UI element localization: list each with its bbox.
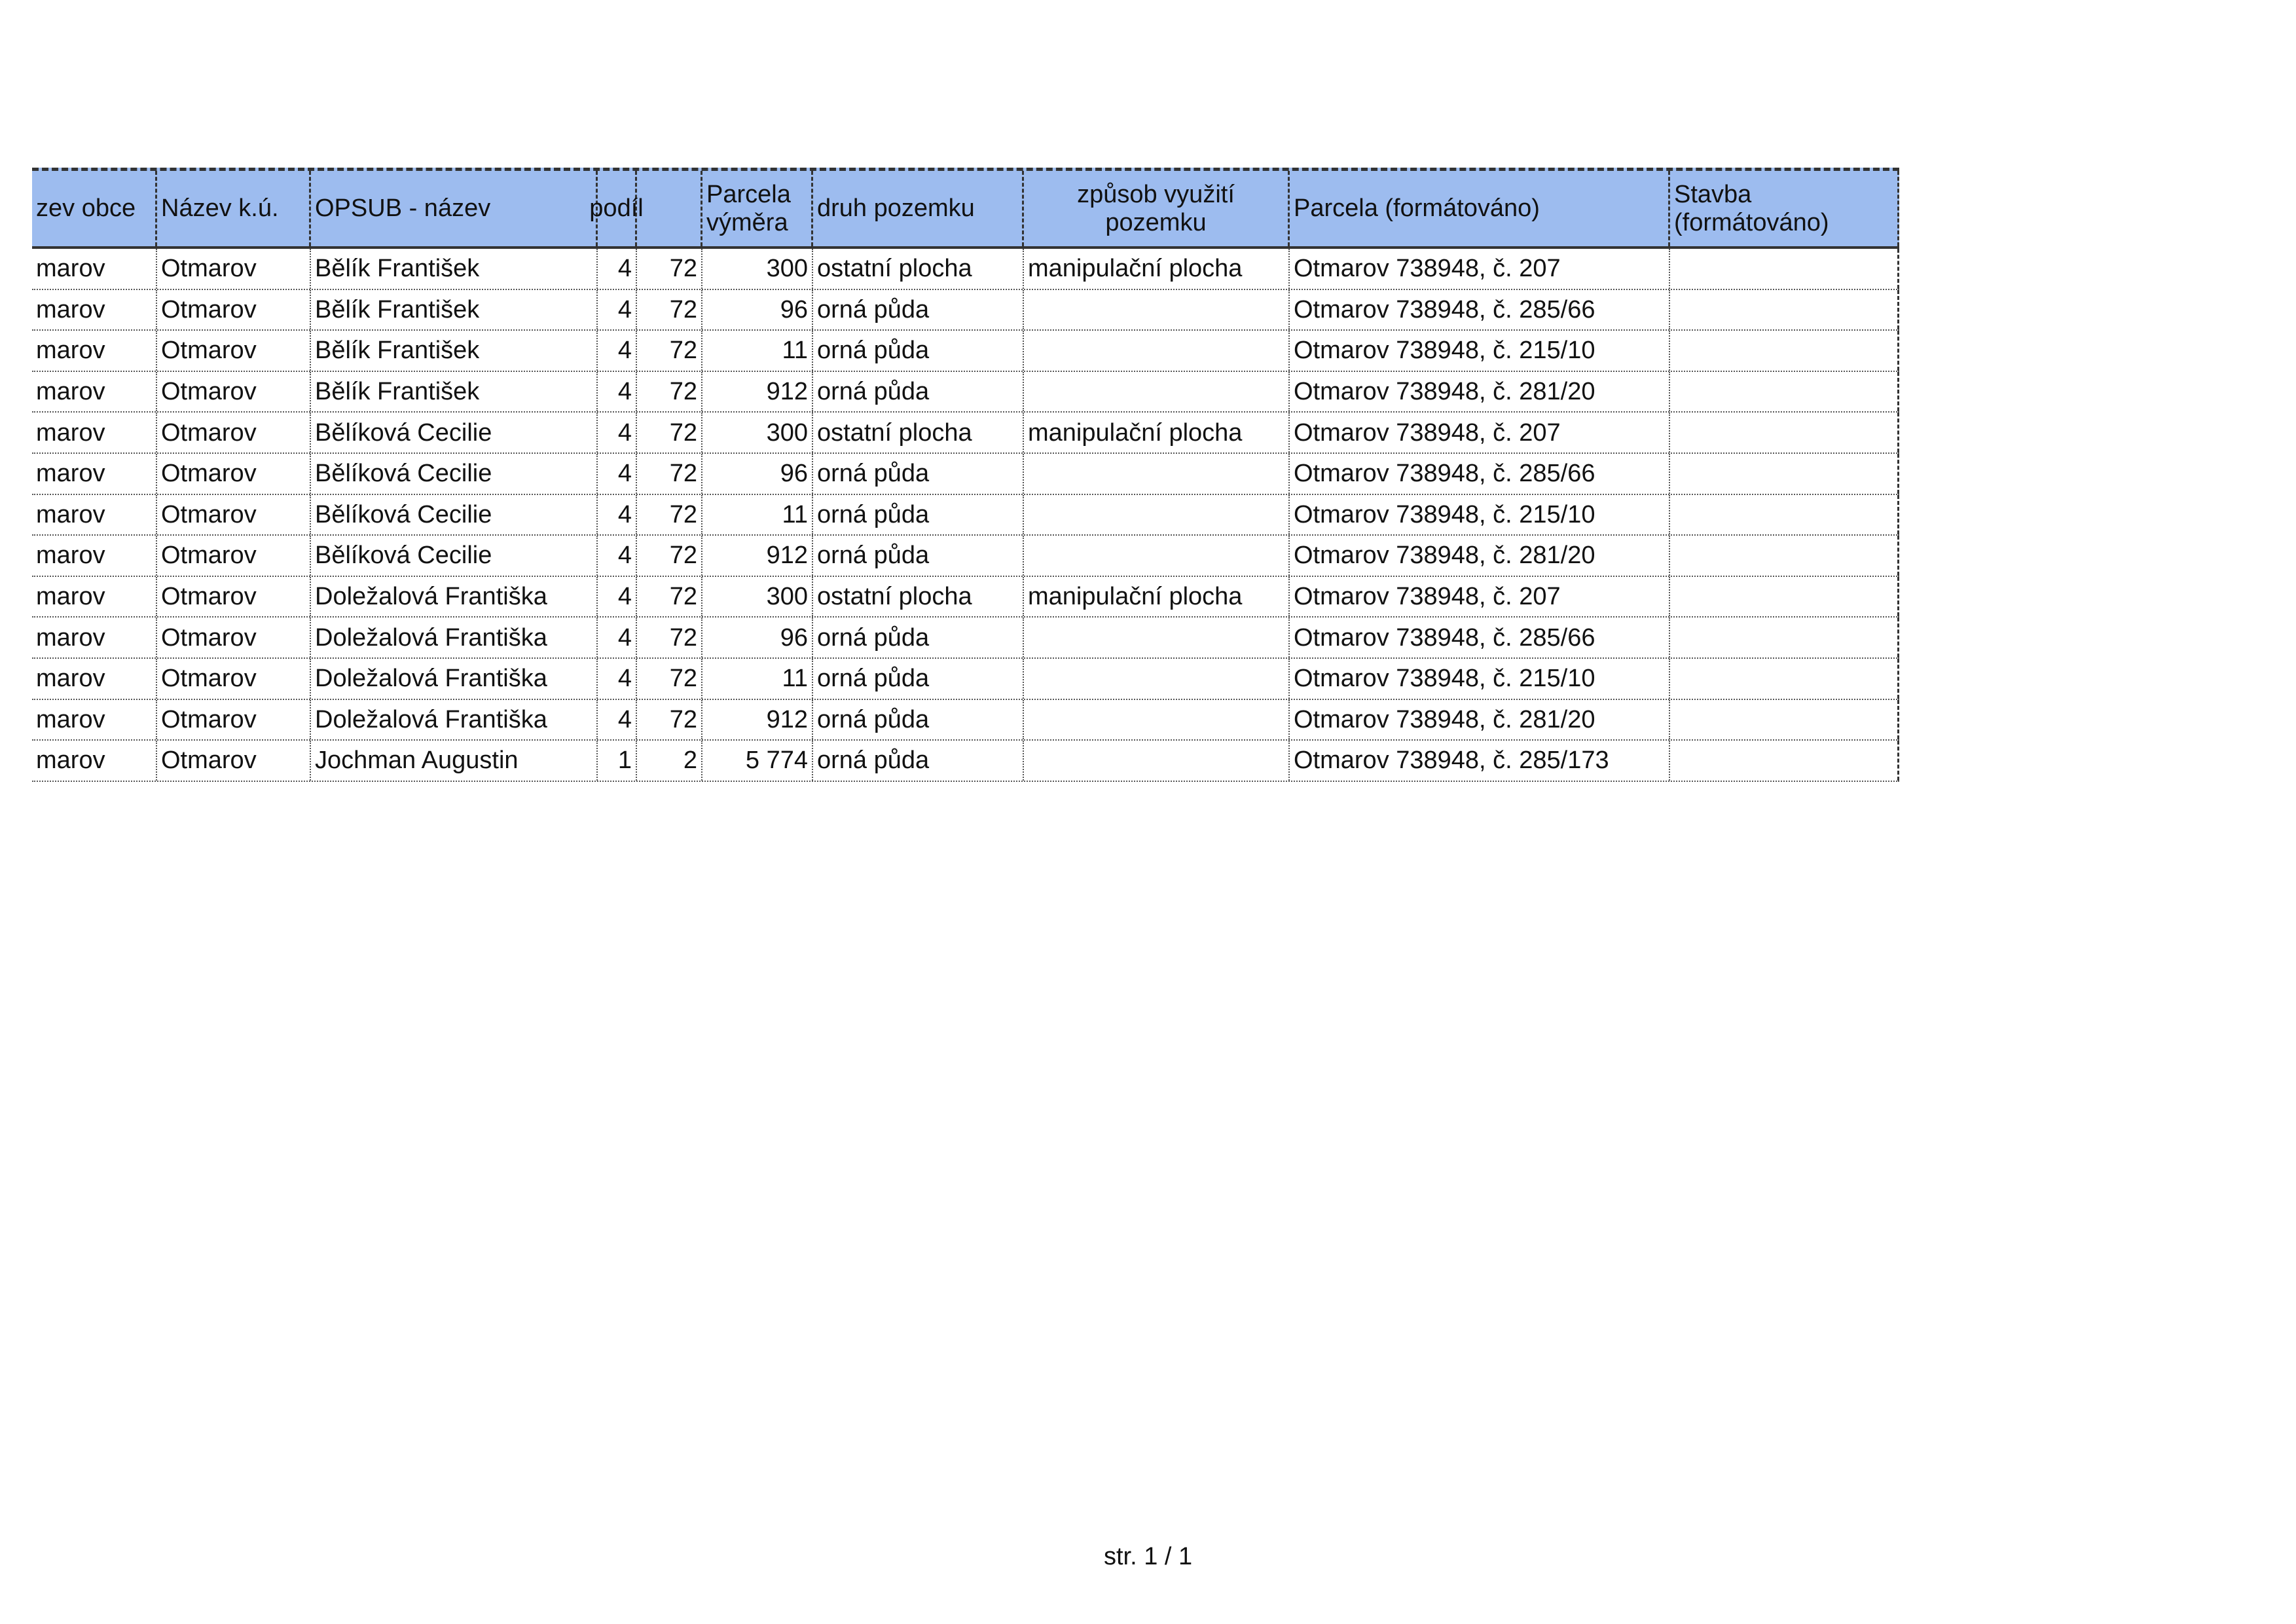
- druh-pozemku-cell: orná půda: [813, 495, 1024, 535]
- katastralni-uzemi-cell: Otmarov: [157, 413, 311, 452]
- stavba-formatovano-cell: [1670, 659, 1899, 699]
- table-row: [32, 659, 1899, 700]
- druh-pozemku-cell: orná půda: [813, 290, 1024, 330]
- table-row: [32, 741, 1899, 782]
- parcela-formatovano-cell: Otmarov 738948, č. 215/10: [1290, 659, 1670, 699]
- stavba-formatovano-cell: [1670, 700, 1899, 740]
- parcela-formatovano-cell: Otmarov 738948, č. 207: [1290, 413, 1670, 452]
- table-row: [32, 577, 1899, 618]
- katastralni-uzemi-cell: Otmarov: [157, 536, 311, 576]
- opsub-name-cell: Bělíková Cecilie: [311, 413, 598, 452]
- druh-pozemku-cell: orná půda: [813, 741, 1024, 781]
- druh-pozemku-cell: orná půda: [813, 659, 1024, 699]
- obec-cell: marov: [32, 372, 157, 412]
- druh-pozemku-cell: orná půda: [813, 700, 1024, 740]
- stavba-formatovano-cell: [1670, 495, 1899, 535]
- podil-citatel-cell: 4: [598, 249, 637, 289]
- parcela-vymera-cell: 96: [702, 454, 813, 494]
- column-header-podil: podíl: [598, 171, 637, 246]
- druh-pozemku-cell: orná půda: [813, 618, 1024, 657]
- podil-jmenovatel-cell: 72: [637, 249, 702, 289]
- zpusob-vyuziti-cell: [1024, 700, 1290, 740]
- table-row: [32, 249, 1899, 290]
- table-row: [32, 700, 1899, 741]
- druh-pozemku-cell: orná půda: [813, 454, 1024, 494]
- table-row: [32, 290, 1899, 331]
- katastralni-uzemi-cell: Otmarov: [157, 741, 311, 781]
- table-row: [32, 454, 1899, 495]
- podil-jmenovatel-cell: 2: [637, 741, 702, 781]
- opsub-name-cell: Bělíková Cecilie: [311, 454, 598, 494]
- stavba-formatovano-cell: [1670, 741, 1899, 781]
- druh-pozemku-cell: ostatní plocha: [813, 413, 1024, 452]
- zpusob-vyuziti-cell: [1024, 454, 1290, 494]
- zpusob-vyuziti-cell: [1024, 741, 1290, 781]
- druh-pozemku-cell: orná půda: [813, 331, 1024, 371]
- podil-citatel-cell: 4: [598, 413, 637, 452]
- obec-cell: marov: [32, 659, 157, 699]
- opsub-name-cell: Bělíková Cecilie: [311, 536, 598, 576]
- podil-jmenovatel-cell: 72: [637, 536, 702, 576]
- table-row: [32, 413, 1899, 454]
- parcela-vymera-cell: 300: [702, 249, 813, 289]
- parcela-vymera-cell: 300: [702, 413, 813, 452]
- obec-cell: marov: [32, 290, 157, 330]
- zpusob-vyuziti-cell: manipulační plocha: [1024, 577, 1290, 617]
- druh-pozemku-cell: ostatní plocha: [813, 577, 1024, 617]
- stavba-formatovano-cell: [1670, 618, 1899, 657]
- stavba-formatovano-cell: [1670, 372, 1899, 412]
- parcela-formatovano-cell: Otmarov 738948, č. 215/10: [1290, 331, 1670, 371]
- table-row: [32, 618, 1899, 659]
- table-row: [32, 331, 1899, 372]
- table-row: [32, 536, 1899, 577]
- opsub-name-cell: Doležalová Františka: [311, 577, 598, 617]
- podil-citatel-cell: 4: [598, 454, 637, 494]
- zpusob-vyuziti-cell: [1024, 618, 1290, 657]
- podil-jmenovatel-cell: 72: [637, 372, 702, 412]
- podil-citatel-cell: 4: [598, 495, 637, 535]
- column-header-katastralni-uzemi: Název k.ú.: [157, 171, 311, 246]
- stavba-formatovano-cell: [1670, 536, 1899, 576]
- podil-citatel-cell: 4: [598, 290, 637, 330]
- podil-jmenovatel-cell: 72: [637, 413, 702, 452]
- column-header-parcela-vymera: Parcela výměra: [702, 171, 813, 246]
- data-table: [32, 168, 1899, 782]
- druh-pozemku-cell: orná půda: [813, 372, 1024, 412]
- obec-cell: marov: [32, 495, 157, 535]
- katastralni-uzemi-cell: Otmarov: [157, 700, 311, 740]
- column-header-druh-pozemku: druh pozemku: [813, 171, 1024, 246]
- podil-jmenovatel-cell: 72: [637, 495, 702, 535]
- parcela-formatovano-cell: Otmarov 738948, č. 207: [1290, 577, 1670, 617]
- katastralni-uzemi-cell: Otmarov: [157, 290, 311, 330]
- parcela-vymera-cell: 5 774: [702, 741, 813, 781]
- parcela-vymera-cell: 300: [702, 577, 813, 617]
- parcela-vymera-cell: 96: [702, 290, 813, 330]
- podil-jmenovatel-cell: 72: [637, 700, 702, 740]
- parcela-formatovano-cell: Otmarov 738948, č. 285/66: [1290, 290, 1670, 330]
- column-header-opsub-nazev: OPSUB - název: [311, 171, 598, 246]
- obec-cell: marov: [32, 618, 157, 657]
- column-header-parcela-formatovano: Parcela (formátováno): [1290, 171, 1670, 246]
- podil-citatel-cell: 4: [598, 618, 637, 657]
- table-row: [32, 495, 1899, 536]
- parcela-vymera-cell: 912: [702, 536, 813, 576]
- podil-citatel-cell: 4: [598, 536, 637, 576]
- podil-citatel-cell: 4: [598, 577, 637, 617]
- table-row: [32, 372, 1899, 413]
- stavba-formatovano-cell: [1670, 577, 1899, 617]
- podil-citatel-cell: 1: [598, 741, 637, 781]
- parcela-vymera-cell: 912: [702, 372, 813, 412]
- parcela-formatovano-cell: Otmarov 738948, č. 281/20: [1290, 536, 1670, 576]
- zpusob-vyuziti-cell: [1024, 331, 1290, 371]
- column-header-obec: zev obce: [32, 171, 157, 246]
- opsub-name-cell: Jochman Augustin: [311, 741, 598, 781]
- katastralni-uzemi-cell: Otmarov: [157, 577, 311, 617]
- opsub-name-cell: Bělík František: [311, 372, 598, 412]
- stavba-formatovano-cell: [1670, 249, 1899, 289]
- opsub-name-cell: Doležalová Františka: [311, 700, 598, 740]
- stavba-formatovano-cell: [1670, 290, 1899, 330]
- obec-cell: marov: [32, 413, 157, 452]
- zpusob-vyuziti-cell: [1024, 372, 1290, 412]
- parcela-formatovano-cell: Otmarov 738948, č. 281/20: [1290, 372, 1670, 412]
- podil-jmenovatel-cell: 72: [637, 331, 702, 371]
- zpusob-vyuziti-cell: [1024, 536, 1290, 576]
- opsub-name-cell: Bělík František: [311, 331, 598, 371]
- column-header-podil-jmenovatel: [637, 171, 702, 246]
- podil-jmenovatel-cell: 72: [637, 577, 702, 617]
- katastralni-uzemi-cell: Otmarov: [157, 495, 311, 535]
- obec-cell: marov: [32, 249, 157, 289]
- podil-jmenovatel-cell: 72: [637, 659, 702, 699]
- parcela-vymera-cell: 96: [702, 618, 813, 657]
- parcela-vymera-cell: 11: [702, 495, 813, 535]
- column-header-zpusob-vyuziti: způsob využití pozemku: [1024, 171, 1290, 246]
- zpusob-vyuziti-cell: [1024, 659, 1290, 699]
- parcela-formatovano-cell: Otmarov 738948, č. 285/66: [1290, 454, 1670, 494]
- zpusob-vyuziti-cell: manipulační plocha: [1024, 249, 1290, 289]
- table-header-row: [32, 168, 1899, 249]
- katastralni-uzemi-cell: Otmarov: [157, 659, 311, 699]
- parcela-formatovano-cell: Otmarov 738948, č. 207: [1290, 249, 1670, 289]
- page-number: str. 1 / 1: [1104, 1543, 1193, 1570]
- parcela-formatovano-cell: Otmarov 738948, č. 285/66: [1290, 618, 1670, 657]
- column-header-stavba-formatovano: Stavba (formátováno): [1670, 171, 1899, 246]
- druh-pozemku-cell: orná půda: [813, 536, 1024, 576]
- druh-pozemku-cell: ostatní plocha: [813, 249, 1024, 289]
- zpusob-vyuziti-cell: [1024, 495, 1290, 535]
- stavba-formatovano-cell: [1670, 413, 1899, 452]
- parcela-formatovano-cell: Otmarov 738948, č. 285/173: [1290, 741, 1670, 781]
- obec-cell: marov: [32, 454, 157, 494]
- obec-cell: marov: [32, 536, 157, 576]
- obec-cell: marov: [32, 700, 157, 740]
- parcela-formatovano-cell: Otmarov 738948, č. 215/10: [1290, 495, 1670, 535]
- parcela-formatovano-cell: Otmarov 738948, č. 281/20: [1290, 700, 1670, 740]
- katastralni-uzemi-cell: Otmarov: [157, 454, 311, 494]
- stavba-formatovano-cell: [1670, 454, 1899, 494]
- podil-citatel-cell: 4: [598, 700, 637, 740]
- katastralni-uzemi-cell: Otmarov: [157, 372, 311, 412]
- stavba-formatovano-cell: [1670, 331, 1899, 371]
- parcela-vymera-cell: 11: [702, 659, 813, 699]
- katastralni-uzemi-cell: Otmarov: [157, 331, 311, 371]
- obec-cell: marov: [32, 577, 157, 617]
- obec-cell: marov: [32, 741, 157, 781]
- zpusob-vyuziti-cell: manipulační plocha: [1024, 413, 1290, 452]
- parcela-vymera-cell: 912: [702, 700, 813, 740]
- katastralni-uzemi-cell: Otmarov: [157, 618, 311, 657]
- zpusob-vyuziti-cell: [1024, 290, 1290, 330]
- obec-cell: marov: [32, 331, 157, 371]
- opsub-name-cell: Bělík František: [311, 290, 598, 330]
- opsub-name-cell: Bělík František: [311, 249, 598, 289]
- podil-jmenovatel-cell: 72: [637, 454, 702, 494]
- opsub-name-cell: Doležalová Františka: [311, 618, 598, 657]
- podil-jmenovatel-cell: 72: [637, 290, 702, 330]
- podil-citatel-cell: 4: [598, 372, 637, 412]
- podil-citatel-cell: 4: [598, 659, 637, 699]
- podil-jmenovatel-cell: 72: [637, 618, 702, 657]
- opsub-name-cell: Doležalová Františka: [311, 659, 598, 699]
- parcela-vymera-cell: 11: [702, 331, 813, 371]
- table-body: [32, 249, 1899, 782]
- podil-citatel-cell: 4: [598, 331, 637, 371]
- opsub-name-cell: Bělíková Cecilie: [311, 495, 598, 535]
- katastralni-uzemi-cell: Otmarov: [157, 249, 311, 289]
